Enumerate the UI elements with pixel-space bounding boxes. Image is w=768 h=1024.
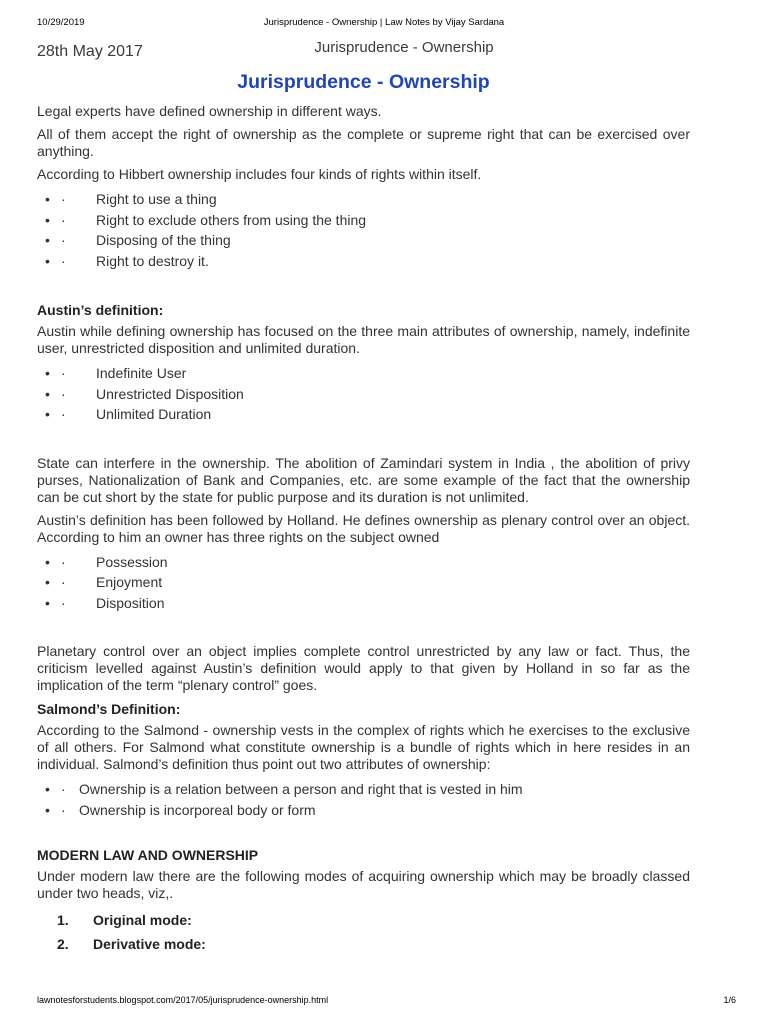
print-header-title: Jurisprudence - Ownership | Law Notes by Vijay Sardana	[263, 17, 505, 28]
middot-icon: ·	[61, 553, 66, 570]
holland-rights-list	[37, 552, 690, 614]
list-item	[37, 384, 690, 405]
bullet-icon: •	[45, 406, 50, 422]
middot-icon: ·	[61, 232, 66, 248]
austin-paragraph-1: Austin while defining ownership has focused on the three main attributes of ownership, namely, indefinite user, unrestricted disposition and unlimited duration.	[37, 323, 690, 356]
list-item-text: Right to exclude others from using the thing	[96, 211, 367, 228]
footer-url: lawnotesforstudents.blogspot.com/2017/05/jurisprudence-ownership.html	[37, 995, 329, 1005]
list-item-text: Ownership is a relation between a person and right that is vested in him	[79, 781, 523, 797]
intro-paragraph-1: Legal experts have defined ownership in different ways.	[37, 103, 382, 119]
list-item-text: Right to use a thing	[96, 191, 217, 207]
list-item-text: Unrestricted Disposition	[96, 385, 244, 402]
list-item-text: Unlimited Duration	[96, 406, 212, 422]
austin-heading: Austin’s definition:	[37, 302, 164, 318]
list-item-text: Disposition	[96, 594, 165, 611]
bullet-icon: •	[45, 553, 50, 570]
bullet-icon: •	[45, 781, 50, 797]
post-body	[37, 70, 690, 956]
middot-icon: ·	[61, 385, 66, 402]
list-item-text: Indefinite User	[96, 365, 187, 381]
list-item	[37, 189, 690, 210]
post-date: 28th May 2017	[37, 43, 143, 60]
list-item	[37, 932, 690, 956]
list-item	[37, 800, 690, 821]
salmond-attributes-list	[37, 779, 690, 820]
list-item	[37, 908, 690, 932]
list-item	[37, 572, 690, 593]
middot-icon: ·	[61, 365, 66, 381]
salmond-heading: Salmond’s Definition:	[37, 701, 181, 717]
bullet-icon: •	[45, 232, 50, 248]
modern-law-heading: MODERN LAW AND OWNERSHIP	[37, 847, 259, 863]
list-number: 1.	[57, 912, 69, 928]
list-item	[37, 404, 690, 425]
bullet-icon: •	[45, 252, 50, 269]
intro-paragraph-2: All of them accept the right of ownership as the complete or supreme right that can be exercised over anything.	[37, 126, 690, 159]
middot-icon: ·	[61, 191, 66, 207]
middot-icon: ·	[61, 594, 66, 611]
middot-icon: ·	[61, 781, 66, 797]
print-header-date: 10/29/2019	[37, 17, 85, 28]
middot-icon: ·	[61, 574, 66, 590]
bullet-icon: •	[45, 801, 50, 818]
list-item	[37, 230, 690, 251]
footer-page-number: 1/6	[723, 995, 736, 1005]
list-item-text: Enjoyment	[96, 574, 163, 590]
bullet-icon: •	[45, 594, 50, 611]
list-item-text: Disposing of the thing	[96, 232, 231, 248]
austin-paragraph-4: Planetary control over an object implies complete control unrestricted by any law or fact. Thus, the criticism levelled against Austin’s definition would apply to that given by Holland in so far as the implication of the term “plenary control” goes.	[37, 643, 690, 693]
middot-icon: ·	[61, 801, 66, 818]
intro-paragraph-3: According to Hibbert ownership includes four kinds of rights within itself.	[37, 166, 482, 182]
list-number: 2.	[57, 936, 69, 952]
page-title: Jurisprudence - Ownership	[237, 71, 490, 93]
modern-law-paragraph-1: Under modern law there are the following modes of acquiring ownership which may be broadly classed under two heads, viz,.	[37, 868, 690, 901]
austin-paragraph-3: Austin’s definition has been followed by Holland. He defines ownership as plenary control over an object. According to him an owner has three rights on the subject owned	[37, 511, 690, 545]
list-item-text: Original mode:	[93, 912, 192, 928]
middot-icon: ·	[61, 252, 66, 269]
post-header-title: Jurisprudence - Ownership	[314, 39, 494, 56]
bullet-icon: •	[45, 211, 50, 228]
list-item-text: Ownership is incorporeal body or form	[79, 801, 316, 818]
list-item	[37, 210, 690, 231]
hibbert-rights-list	[37, 189, 690, 271]
middot-icon: ·	[61, 211, 66, 228]
bullet-icon: •	[45, 365, 50, 381]
list-item-text: Derivative mode:	[93, 936, 206, 952]
austin-paragraph-2: State can interfere in the ownership. The abolition of Zamindari system in India , the abolition of privy purses, Nationalization of Bank and Companies, etc. are some example of the fact that the ownership can be cut short by the state for public purpose and its duration is not unlimited.	[37, 454, 690, 505]
list-item-text: Right to destroy it.	[96, 252, 209, 269]
list-item	[37, 363, 690, 384]
list-item	[37, 593, 690, 614]
list-item	[37, 552, 690, 573]
bullet-icon: •	[45, 574, 50, 590]
middot-icon: ·	[61, 406, 66, 422]
list-item	[37, 779, 690, 800]
bullet-icon: •	[45, 385, 50, 402]
bullet-icon: •	[45, 191, 50, 207]
list-item-text: Possession	[96, 553, 168, 570]
austin-attributes-list	[37, 363, 690, 425]
acquisition-modes-list	[37, 908, 690, 956]
list-item	[37, 251, 690, 272]
salmond-paragraph-1: According to the Salmond - ownership vests in the complex of rights which he exercises to the exclusive of all others. For Salmond what constitute ownership is a bundle of rights which in here resides in an individual. Salmond’s definition thus point out two attributes of ownership:	[37, 722, 690, 772]
